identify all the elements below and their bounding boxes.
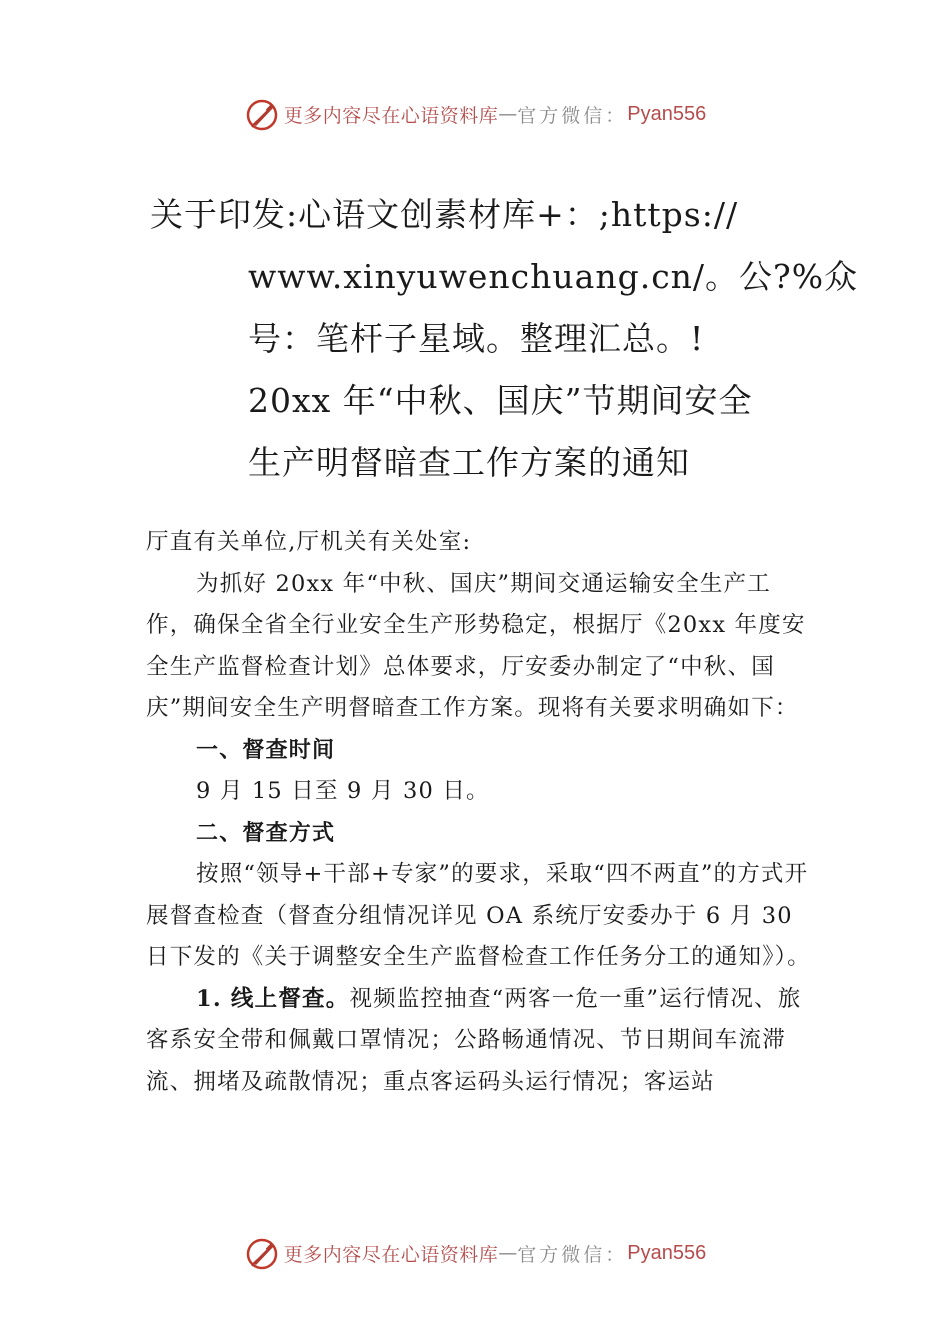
item-online-inspection bbox=[146, 979, 816, 1104]
document-body bbox=[146, 522, 816, 1103]
watermark-label: 官方微信： bbox=[517, 104, 628, 127]
title-line-3: 号：笔杆子星域。整理汇总。! bbox=[248, 319, 705, 358]
salutation: 厅直有关单位,厅机关有关处室: bbox=[146, 529, 472, 555]
title-line-1: 关于印发:心语文创素材库+：;https:// bbox=[150, 195, 739, 234]
watermark-dash: — bbox=[498, 103, 518, 125]
quill-logo-icon bbox=[244, 1235, 280, 1271]
document-title bbox=[150, 184, 859, 494]
item-online-text: 视频监控抽查“两客一危一重”运行情况、旅客系安全带和佩戴口罩情况；公路畅通情况、节日期间车流滞流、拥堵及疏散情况；重点客运码头运行情况；客运站 bbox=[146, 985, 802, 1095]
watermark-wechat-id: Pyan556 bbox=[627, 102, 707, 125]
watermark-main-text: 更多内容尽在心语资料库 bbox=[283, 1243, 499, 1266]
watermark-wechat-id: Pyan556 bbox=[627, 1241, 707, 1264]
watermark-main-text: 更多内容尽在心语资料库 bbox=[283, 104, 499, 127]
section-heading-time: 一、督查时间 bbox=[196, 737, 336, 763]
section-method-text: 按照“领导+干部+专家”的要求，采取“四不两直”的方式开展督查检查（督查分组情况详见 OA 系统厅安委办于 6 月 30 日下发的《关于调整安全生产监督检查工作任务分工的通知》）。 bbox=[146, 861, 811, 970]
title-line-2: www.xinyuwenchuang.cn/。公?%众 bbox=[248, 257, 859, 296]
title-line-4: 20xx 年“中秋、国庆”节期间安全 bbox=[248, 381, 753, 420]
watermark-header bbox=[0, 94, 950, 134]
title-line-5: 生产明督暗查工作方案的通知 bbox=[248, 443, 690, 482]
quill-logo-icon bbox=[244, 96, 280, 132]
section-time-text: 9 月 15 日至 9 月 30 日。 bbox=[196, 778, 490, 804]
item-online-label: 1. 线上督查。 bbox=[196, 985, 350, 1012]
watermark-dash: — bbox=[498, 1242, 518, 1264]
intro-paragraph: 为抓好 20xx 年“中秋、国庆”期间交通运输安全生产工作，确保全省全行业安全生产形势稳定，根据厅《20xx 年度安全生产监督检查计划》总体要求，厅安委办制定了“中秋、国庆”期间安全生产明督暗查工作方案。现将有关要求明确如下： bbox=[146, 570, 806, 721]
watermark-footer bbox=[0, 1233, 950, 1273]
section-heading-method: 二、督查方式 bbox=[196, 820, 336, 846]
watermark-label: 官方微信： bbox=[517, 1243, 628, 1266]
